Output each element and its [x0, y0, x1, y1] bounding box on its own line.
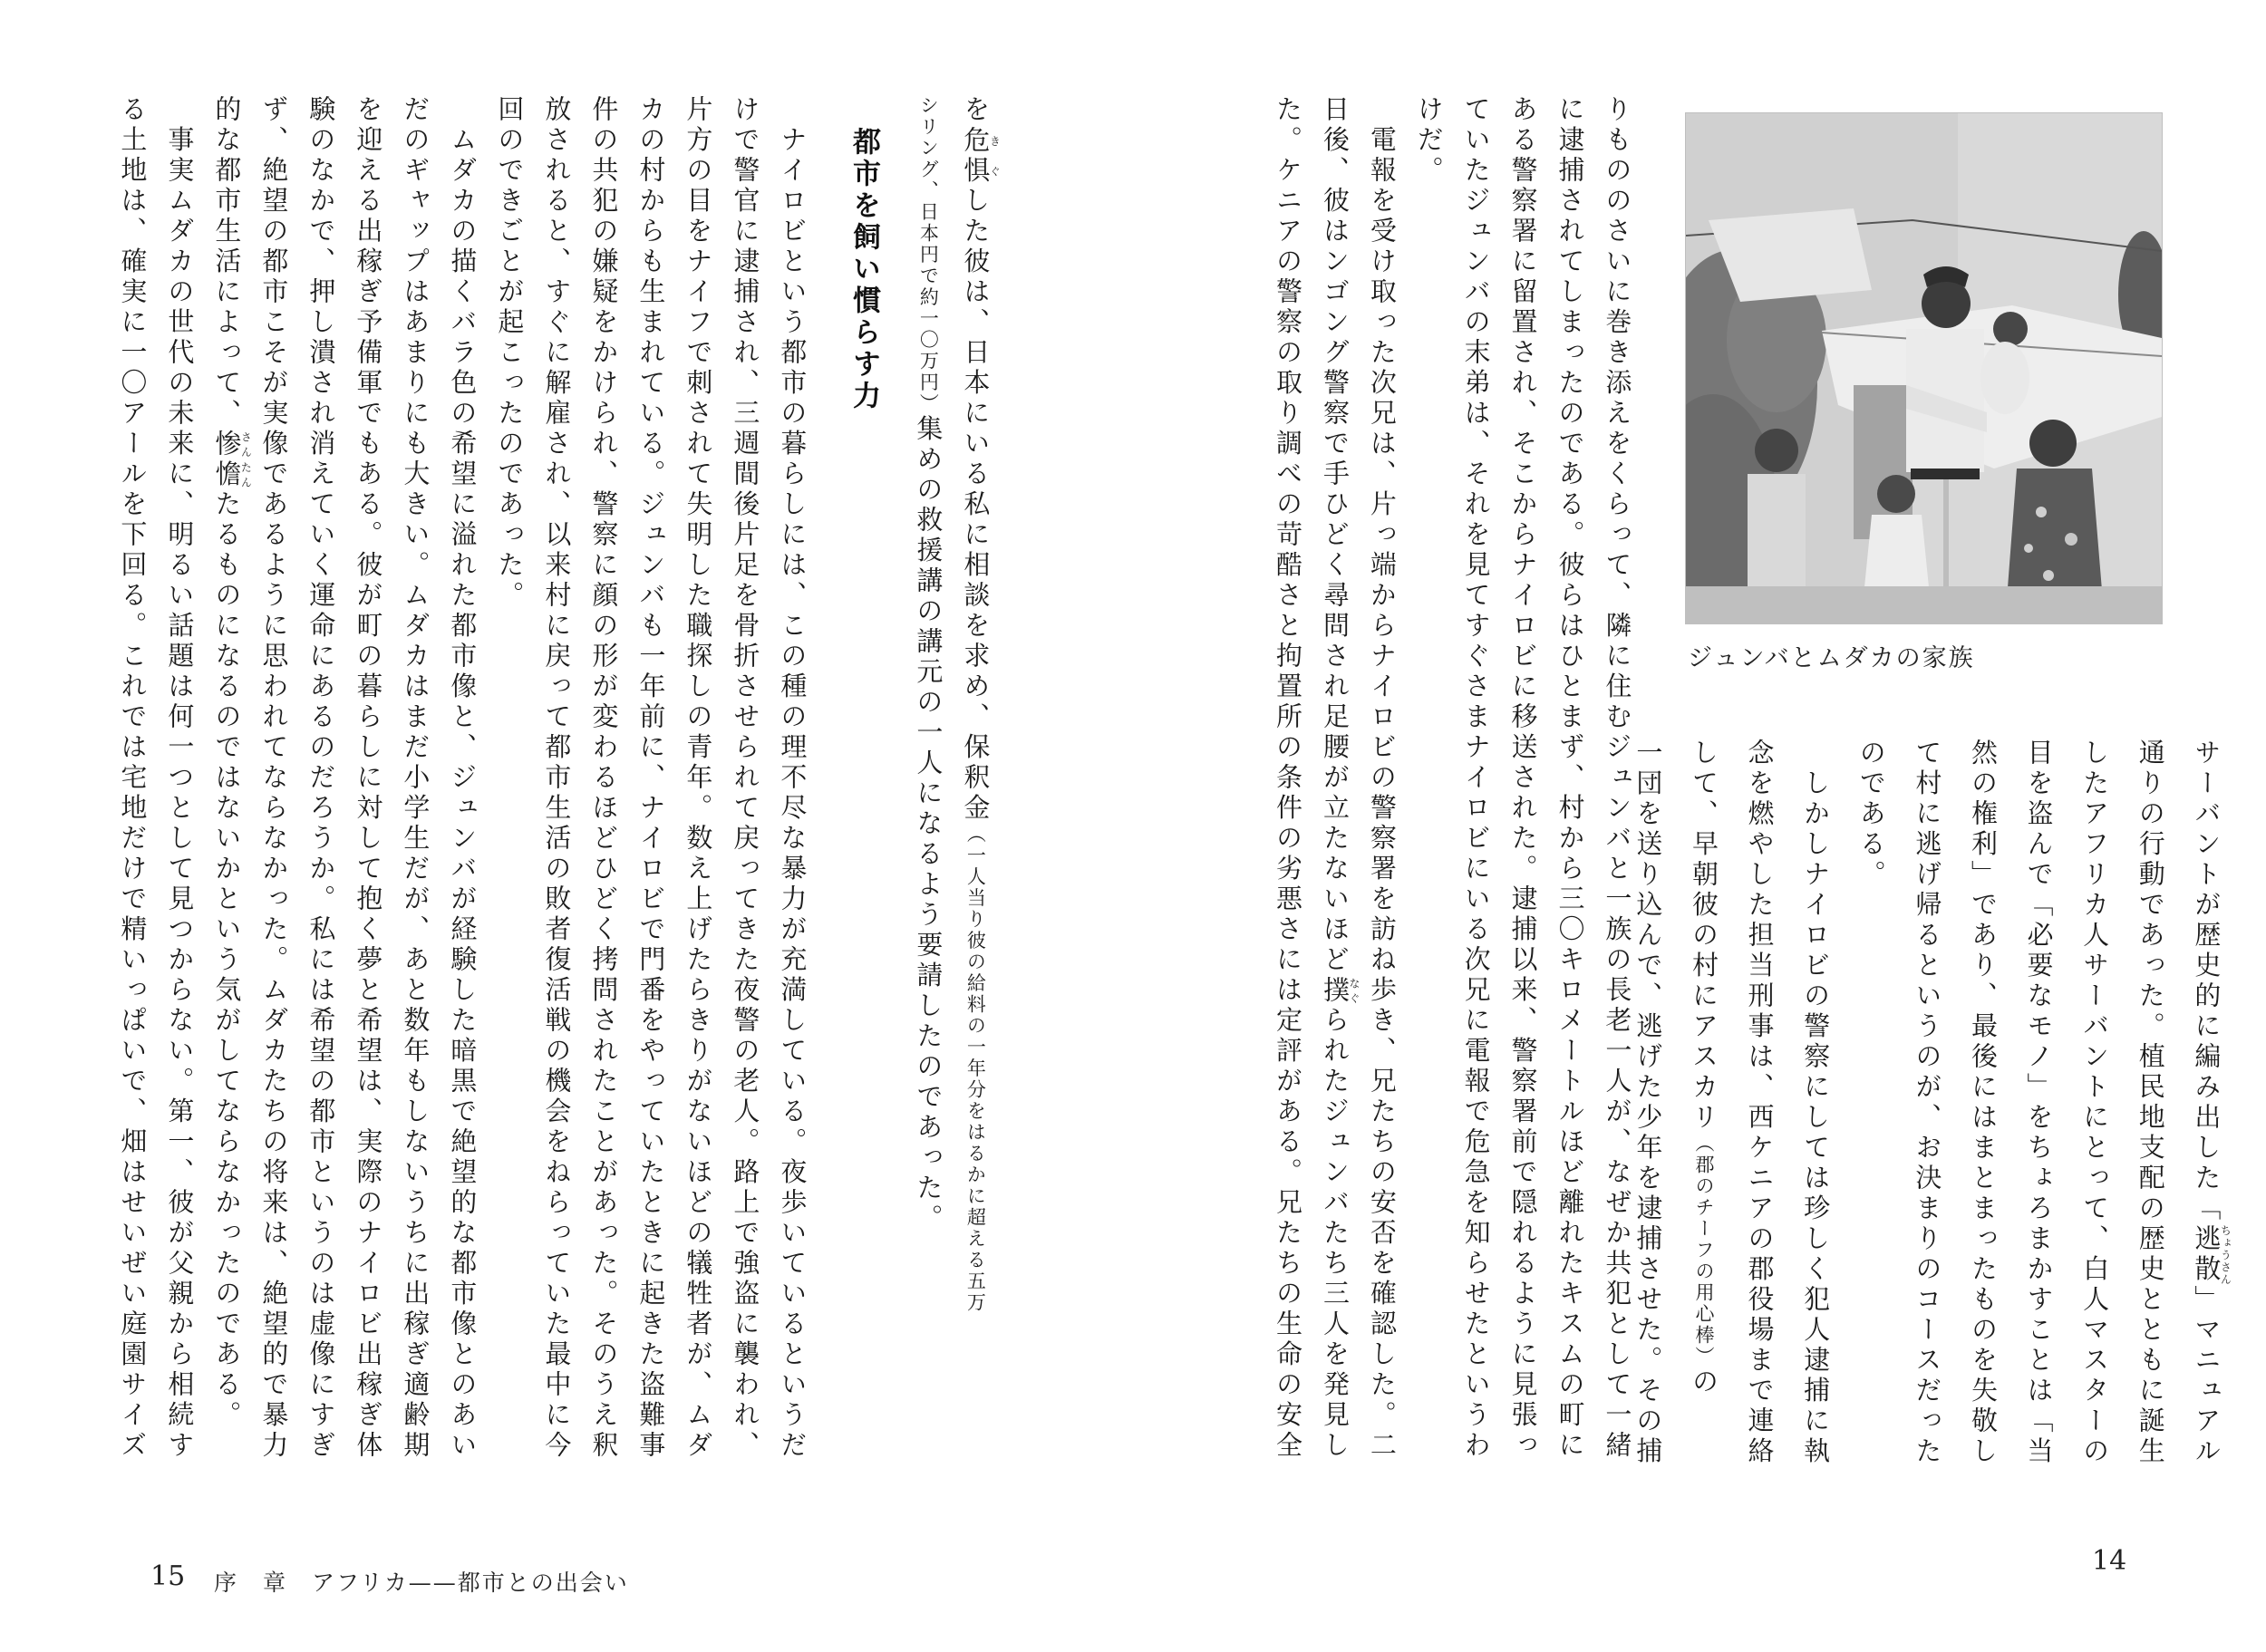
text-column: シリング、日本円で約一〇万円）集めの救援講の講元の一人になるよう要請したのであった。: [913, 95, 944, 1234]
text-column: 念を燃やした担当刑事は、西ケニアの郡役場まで連絡: [1744, 739, 1776, 1467]
page-number-15: 15: [150, 1560, 186, 1592]
text-column: しかしナイロビの警察にしては珍しく犯人逮捕に執: [1800, 739, 1832, 1467]
text-column: 放されると、すぐに解雇され、以来村に戻って都市生活の敗者復活戦の機会をねらっていた最中に今: [541, 95, 573, 1462]
photo-caption: ジュンバとムダカの家族: [1688, 644, 1975, 672]
running-chapter-title: 序 章 アフリカ——都市との出会い: [214, 1570, 629, 1596]
text-column: けで警官に逮捕され、三週間後片足を骨折させられて戻ってきた夜警の老人。路上で強盗に襲われ、: [730, 95, 761, 1462]
text-column: 験のなかで、押し潰され消えていく運命にあるのだろうか。私には希望の都市というのは虚像にすぎ: [305, 95, 337, 1462]
text-column: 回のできごとが起こったのであった。: [494, 95, 526, 612]
text-column: 目を盗んで「必要なモノ」をちょろまかすことは「当: [2023, 739, 2055, 1467]
text-column: して、早朝彼の村にアスカリ（郡のチーフの用心棒）の: [1688, 739, 1719, 1398]
text-column: 然の権利」であり、最後にはまとまったものを失敬し: [1967, 739, 1999, 1467]
text-column: したアフリカ人サーバントにとって、白人マスターの: [2079, 739, 2111, 1467]
family-photo: [1686, 113, 2162, 623]
page-number-14: 14: [2092, 1545, 2127, 1577]
text-column: のである。: [1855, 739, 1887, 891]
text-column: ナイロビという都市の暮らしには、この種の理不尽な暴力が充満している。夜歩いているというだ: [777, 95, 809, 1462]
text-column: を危惧きぐした彼は、日本にいる私に相談を求め、保釈金（一人当り彼の給料の一年分をはるかに超える五万: [960, 95, 1002, 1314]
text-column: 電報を受け取った次兄は、片っ端からナイロビの警察署を訪ね歩き、兄たちの安否を確認した。二: [1366, 95, 1398, 1462]
text-column: 日後、彼はンゴング警察で手ひどく尋問され足腰が立たないほど撲なぐられたジュンバたち三人を発見し: [1319, 95, 1361, 1462]
text-column: 的な都市生活によって、惨憺さんたんたるものになるのではないかという気がしてならなかったのである。: [211, 95, 253, 1431]
text-column: りもののさいに巻き添えをくらって、隣に住むジュンバと一族の長老一人が、なぜか共犯として一緒: [1602, 95, 1633, 1462]
text-column: る土地は、確実に一〇アールを下回る。これでは宅地だけで精いっぱいで、畑はせいぜい庭園サイズ: [117, 95, 149, 1462]
text-column: だのギャップはあまりにも大きい。ムダカはまだ小学生だが、あと数年もしないうちに出稼ぎ適齢期: [400, 95, 431, 1462]
text-column: ていたジュンバの末弟は、それを見てすぐさまナイロビにいる次兄に電報で危急を知らせたというわ: [1460, 95, 1492, 1462]
text-column: けだ。: [1413, 95, 1445, 187]
photo-ground: [1686, 586, 2162, 623]
text-column: ある警察署に留置され、そこからナイロビに移送された。逮捕以来、警察署前で隠れるように見張っ: [1507, 95, 1539, 1462]
text-column: サーバントが歴史的に編み出した「逃散ちょうさん」マニュアル: [2191, 739, 2232, 1467]
text-column: 片方の目をナイフで刺されて失明した職探しの青年。数え上げたらきりがないほどの犠牲者が、ムダ: [683, 95, 714, 1462]
family-photo-image: [1686, 113, 2162, 623]
text-column: ムダカの描くバラ色の希望に溢れた都市像と、ジュンバが経験した暗黒で絶望的な都市像とのあい: [447, 95, 479, 1462]
text-column: を迎える出稼ぎ予備軍でもある。彼が町の暮らしに対して抱く夢と希望は、実際のナイロビ出稼ぎ体: [353, 95, 384, 1462]
section-heading: 都市を飼い慣らす力: [847, 127, 880, 412]
text-column: た。ケニアの警察の取り調べの苛酷さと拘置所の条件の劣悪さには定評がある。兄たちの生命の安全: [1273, 95, 1304, 1462]
text-column: カの村からも生まれている。ジュンバも一年前に、ナイロビで門番をやっていたときに起きた盗難事: [635, 95, 667, 1462]
text-column: て村に逃げ帰るというのが、お決まりのコースだった: [1912, 739, 1943, 1467]
text-column: 通りの行動であった。植民地支配の歴史とともに誕生: [2135, 739, 2166, 1467]
text-column: ず、絶望の都市こそが実像であるように思われてならなかった。ムダカたちの将来は、絶望的で暴力: [258, 95, 290, 1462]
text-column: 事実ムダカの世代の未来に、明るい話題は何一つとして見つからない。第一、彼が父親から相続す: [164, 95, 196, 1462]
text-column: 一団を送り込んで、逃げた少年を逮捕させた。その捕: [1632, 739, 1664, 1467]
text-column: に逮捕されてしまったのである。彼らはひとまず、村から三〇キロメートルほど離れたキスムの町に: [1554, 95, 1586, 1462]
text-column: 件の共犯の嫌疑をかけられ、警察に顔の形が変わるほどひどく拷問されたことがあった。そのうえ釈: [588, 95, 620, 1462]
